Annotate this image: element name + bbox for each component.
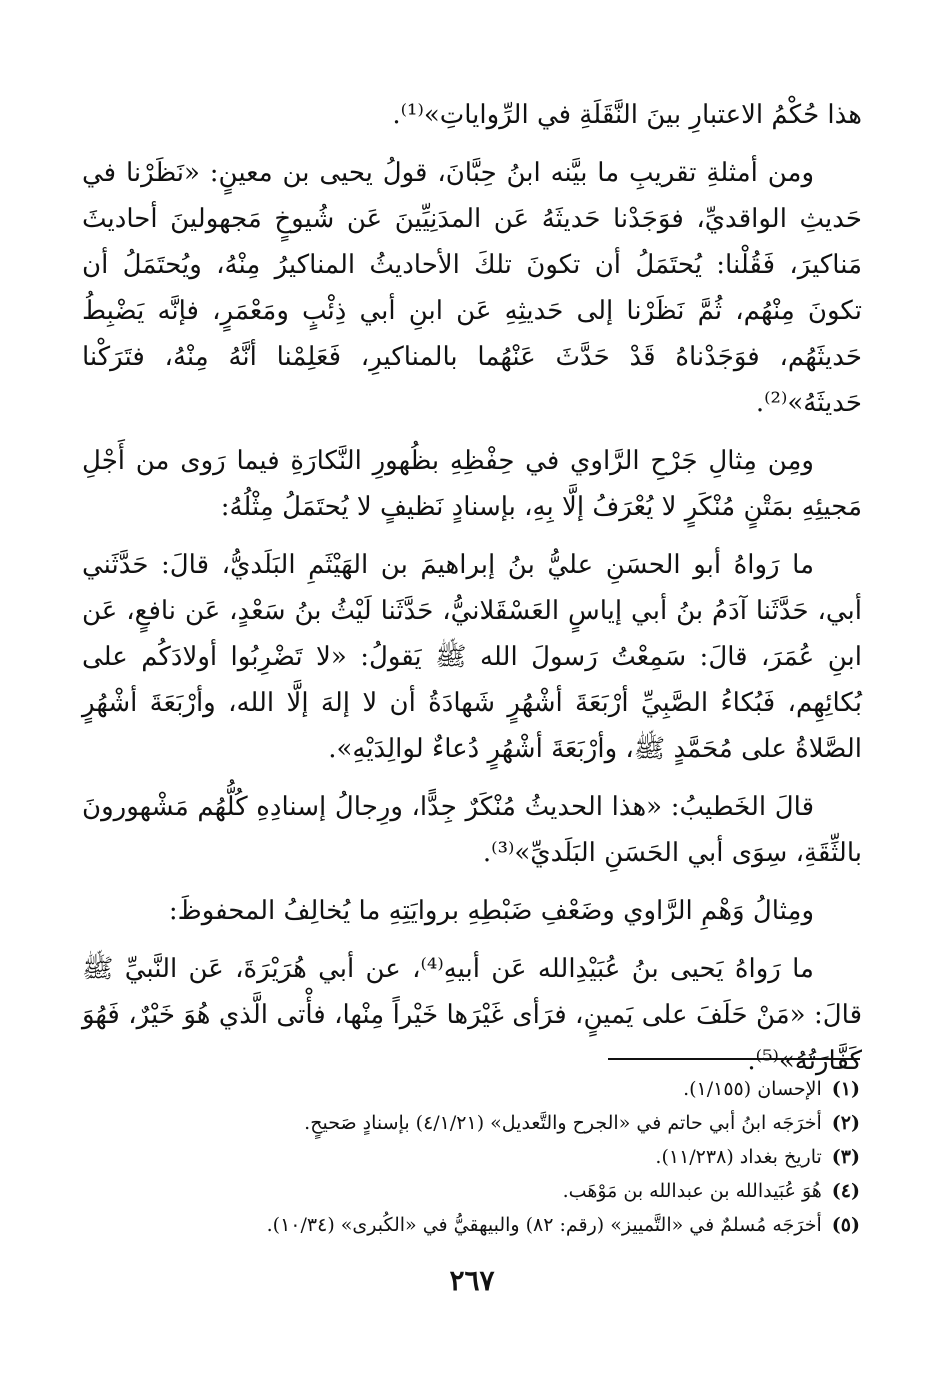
paragraph: ما رَواهُ يَحيى بنُ عُبَيْدِالله عَن أبيهِ⁽⁴⁾، عن أبي هُرَيْرَةَ، عَن النَّبيِّ ﷺ قالَ: «مَنْ حَلَفَ على يَمينٍ، فرَأى غَيْرَها خَيْراً مِنْها، فأْتى الَّذي هُوَ خَيْرٌ، فَهُوَ كَفَّارَتُهُ»⁽⁵⁾. — [82, 954, 862, 1076]
footnote-number: (٢) — [831, 1112, 860, 1134]
footnote-text: الإحسان (١/١٥٥). — [683, 1078, 822, 1100]
footnote — [80, 1072, 860, 1106]
footnote — [80, 1140, 860, 1174]
paragraph: ما رَواهُ أبو الحسَنِ عليُّ بنُ إبراهيمَ بن الهَيْثَمِ البَلَديُّ، قالَ: حَدَّثَني أبي، حَدَّثَنا آدَمُ بنُ أبي إياسٍ العَسْقَلانيُّ، حَدَّثَنا لَيْثُ بنُ سَعْدٍ، عَن نافعٍ، عَن ابنِ عُمَرَ، قالَ: سَمِعْتُ رَسولَ الله ﷺ يَقولُ: «لا تَضْرِبُوا أولادَكُم على بُكائِهِم، فَبُكاءُ الصَّبِيِّ أرْبَعَةَ أشْهُرٍ شَهادَةُ أن لا إلهَ إلَّا الله، وأرْبَعَةَ أشْهُرٍ الصَّلاةُ على مُحَمَّدٍ ﷺ، وأرْبَعَةَ أشْهُرٍ دُعاءٌ لوالِدَيْهِ». — [82, 550, 862, 764]
footnote-text: أخرَجَه ابنُ أبي حاتم في «الجرح والتَّعديل» (٤/١/٢١) بإسنادٍ صَحيحٍ. — [304, 1112, 822, 1134]
footnote-text: أخرَجَه مُسلمٌ في «التَّمييز» (رقم: ٨٢) والبيهقيُّ في «الكُبرى» (١٠/٣٤). — [266, 1214, 822, 1236]
footnote-number: (٤) — [831, 1180, 860, 1202]
main-text-body — [82, 92, 862, 1096]
footnote — [80, 1208, 860, 1242]
paragraph: ومن أمثلةِ تقريبِ ما بيَّنه ابنُ حِبَّانَ، قولُ يحيى بن معينٍ: «نَظَرْنا في حَديثِ الواقديِّ، فوَجَدْنا حَديثَهُ عَن المدَنِيِّينَ عَن شُيوخٍ مَجهولينَ أحاديثَ مَناكيرَ، فَقُلْنا: يُحتَمَلُ أن تكونَ تلكَ الأحاديثُ المناكيرُ مِنْهُ، ويُحتَمَلُ أن تكونَ مِنْهُم، ثُمَّ نَظَرْنا إلى حَديثِهِ عَن ابنِ أبي ذِئْبٍ ومَعْمَرٍ، فإنَّه يَضْبِطُ حَديثَهُم، فوَجَدْناهُ قَدْ حَدَّثَ عَنْهُما بالمناكيرِ، فَعَلِمْنا أنَّهُ مِنْهُ، فتَرَكْنا حَديثَهُ»⁽²⁾. — [82, 158, 862, 418]
footnote — [80, 1174, 860, 1208]
footnote-number: (٥) — [831, 1214, 860, 1236]
footnote-number: (١) — [831, 1078, 860, 1100]
page-number: ٢٦٧ — [449, 1264, 495, 1297]
paragraph: هذا حُكْمُ الاعتبارِ بينَ النَّقَلَةِ في الرِّواياتِ»⁽¹⁾. — [392, 100, 862, 130]
footnote-text: تاريخ بغداد (١١/٢٣٨). — [655, 1146, 822, 1168]
paragraph: ومِن مِثالِ جَرْحِ الرَّاوي في حِفْظِهِ بظُهورِ النَّكارَةِ فيما رَوى من أَجْلِ مَجيئِهِ بمَتْنٍ مُنْكَرٍ لا يُعْرَفُ إلَّا بِهِ، بإسنادٍ نَظيفٍ لا يُحتَمَلُ مِثْلُهُ: — [82, 446, 862, 522]
paragraph: ومِثالُ وَهْمِ الرَّاوي وضَعْفِ ضَبْطِهِ بروايَتِهِ ما يُخالِفُ المحفوظَ: — [168, 896, 814, 926]
footnotes-section — [80, 1072, 860, 1242]
footnote — [80, 1106, 860, 1140]
footnote-number: (٣) — [831, 1146, 860, 1168]
footnote-divider — [608, 1058, 860, 1060]
paragraph: قالَ الخَطيبُ: «هذا الحديثُ مُنْكَرٌ جِدًّا، ورِجالُ إسنادِهِ كُلُّهُم مَشْهورونَ بالثِّقَةِ، سِوَى أبي الحَسَنِ البَلَديِّ»⁽³⁾. — [82, 792, 862, 868]
footnote-text: هُوَ عُبَيدالله بن عبدالله بن مَوْهَب. — [562, 1180, 822, 1202]
